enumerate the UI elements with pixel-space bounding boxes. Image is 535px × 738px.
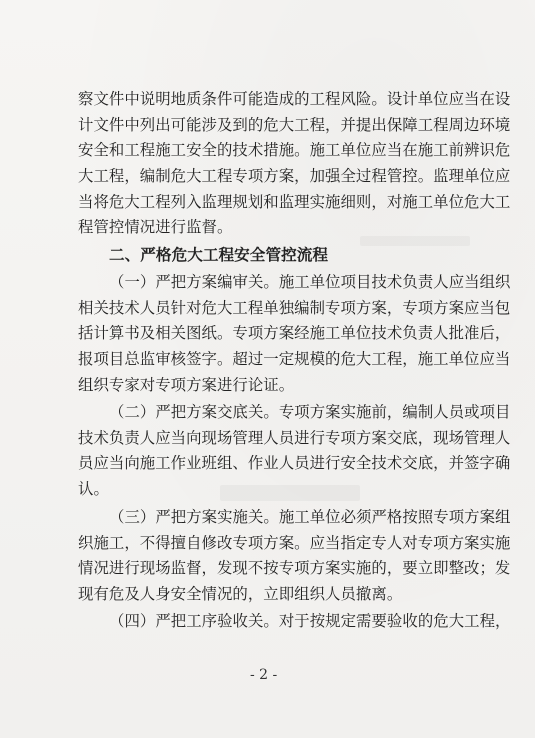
text-line: 技术负责人应当向现场管理人员进行专项方案交底，现场管理人 — [78, 428, 511, 447]
text-line: 安全和工程施工安全的技术措施。施工单位应当在施工前辨识危 — [78, 141, 511, 160]
paragraph-4 — [78, 609, 511, 635]
text-line: 现有危及人身安全情况的，立即组织人员撤离。 — [78, 585, 403, 604]
text-line: 程管控情况进行监督。 — [78, 218, 233, 237]
text-line: 织施工，不得擅自修改专项方案。应当指定专人对专项方案实施 — [78, 533, 511, 552]
text-line: 计文件中列出可能涉及到的危大工程，并提出保障工程周边环境 — [78, 115, 511, 134]
text-line: （一）严把方案编审关。施工单位项目技术负责人应当组织 — [109, 273, 511, 291]
text-line: （三）严把方案实施关。施工单位必须严格按照专项方案组 — [109, 508, 511, 526]
text-line: 情况进行现场监督，发现不按专项方案实施的，要立即整改；发 — [78, 559, 511, 578]
paragraph-2 — [78, 400, 511, 503]
text-line: 当将危大工程列入监理规划和监理实施细则，对施工单位危大工 — [78, 192, 511, 211]
section-heading-text: 二、严格危大工程安全管控流程 — [109, 246, 329, 264]
text-line: 察文件中说明地质条件可能造成的工程风险。设计单位应当在设 — [78, 90, 511, 108]
text-line: 认。 — [78, 480, 109, 499]
paragraph-1 — [78, 270, 511, 398]
text-line: 员应当向施工作业班组、作业人员进行安全技术交底，并签字确 — [78, 454, 511, 473]
text-line: （四）严把工序验收关。对于按规定需要验收的危大工程， — [109, 612, 511, 630]
text-line: （二）严把方案交底关。专项方案实施前，编制人员或项目 — [109, 403, 511, 421]
paragraph-continuation — [78, 87, 511, 241]
text-line: 组织专家对专项方案进行论证。 — [78, 375, 295, 394]
text-line: 报项目总监审核签字。超过一定规模的危大工程，施工单位应当 — [78, 350, 511, 369]
text-line: 大工程，编制危大工程专项方案，加强全过程管控。监理单位应 — [78, 167, 511, 186]
text-line: 括计算书及相关图纸。专项方案经施工单位技术负责人批准后， — [78, 324, 511, 343]
page-number: - 2 - — [250, 667, 278, 683]
paragraph-3 — [78, 505, 511, 608]
section-heading — [78, 243, 470, 269]
text-line: 相关技术人员针对危大工程单独编制专项方案，专项方案应当包 — [78, 298, 511, 317]
